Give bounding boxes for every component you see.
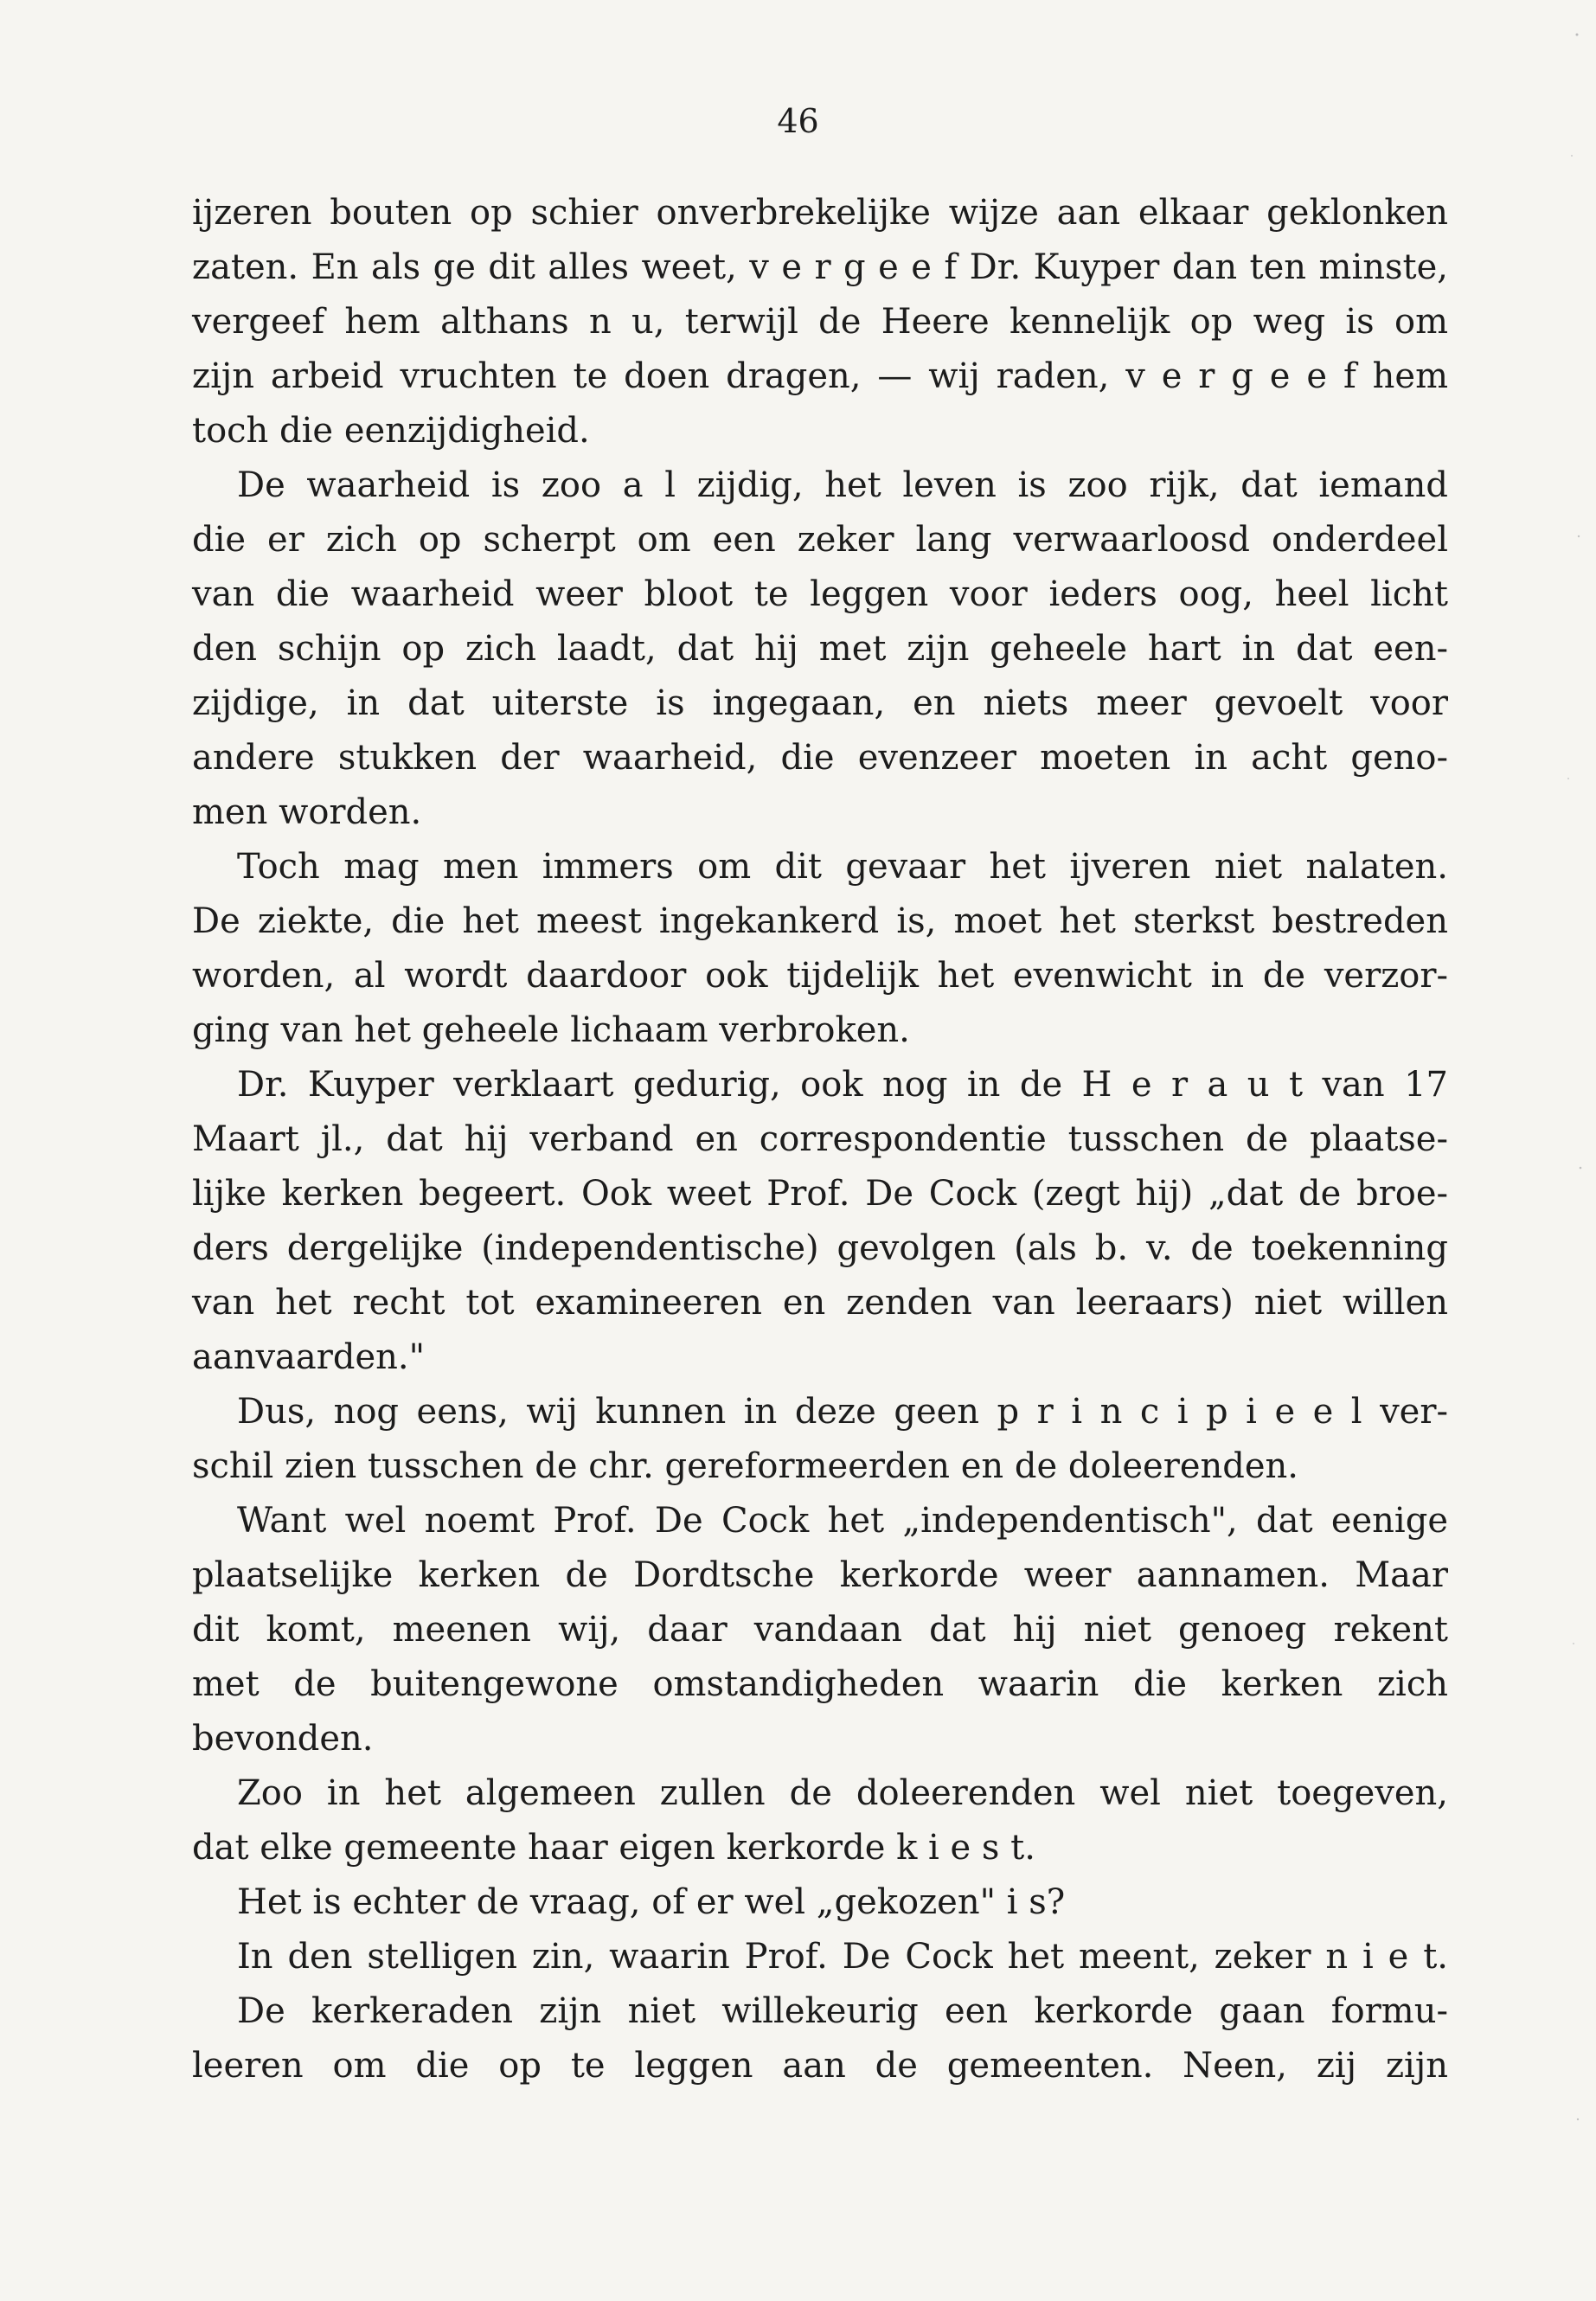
text-line: ijzeren bouten op schier onverbrekelijke wijze aan elkaar geklonken: [192, 193, 1448, 233]
text-line: schil zien tusschen de chr. gereformeerden en de doleerenden.: [192, 1446, 1299, 1486]
text-line: Toch mag men immers om dit gevaar het ijveren niet nalaten.: [237, 847, 1448, 887]
text-line: vergeef hem althans n u, terwijl de Heere kennelijk op weg is om: [192, 302, 1448, 342]
text-line: die er zich op scherpt om een zeker lang verwaarloosd onderdeel: [192, 520, 1448, 560]
text-line: zaten. En als ge dit alles weet, v e r g e e f Dr. Kuyper dan ten minste,: [192, 247, 1448, 287]
text-line: Zoo in het algemeen zullen de doleerenden wel niet toegeven,: [237, 1773, 1448, 1813]
text-line: andere stukken der waarheid, die evenzeer moeten in acht geno-: [192, 738, 1448, 778]
body-text: [192, 186, 1448, 2093]
text-line: plaatselijke kerken de Dordtsche kerkorde weer aannamen. Maar: [192, 1555, 1448, 1595]
page-number: 46: [777, 102, 819, 140]
text-line: zijn arbeid vruchten te doen dragen, — wij raden, v e r g e e f hem: [192, 356, 1448, 396]
text-line: van die waarheid weer bloot te leggen voor ieders oog, heel licht: [192, 574, 1448, 614]
text-line: den schijn op zich laadt, dat hij met zijn geheele hart in dat een-: [192, 629, 1448, 669]
text-line: ders dergelijke (independentische) gevolgen (als b. v. de toekenning: [192, 1228, 1448, 1268]
text-line: worden, al wordt daardoor ook tijdelijk het evenwicht in de verzor-: [192, 956, 1448, 996]
text-line: ging van het geheele lichaam verbroken.: [192, 1010, 910, 1050]
text-line: Dr. Kuyper verklaart gedurig, ook nog in de H e r a u t van 17: [237, 1065, 1448, 1105]
text-line: De waarheid is zoo a l zijdig, het leven is zoo rijk, dat iemand: [237, 465, 1448, 505]
text-line: dat elke gemeente haar eigen kerkorde k i e s t.: [192, 1828, 1035, 1868]
text-line: men worden.: [192, 792, 422, 832]
text-line: aanvaarden.": [192, 1337, 426, 1377]
text-line: Het is echter de vraag, of er wel „gekozen" i s?: [237, 1882, 1066, 1922]
text-line: zijdige, in dat uiterste is ingegaan, en niets meer gevoelt voor: [192, 683, 1448, 723]
text-line: toch die eenzijdigheid.: [192, 411, 590, 451]
text-line: Dus, nog eens, wij kunnen in deze geen p r i n c i p i e e l ver-: [237, 1392, 1448, 1432]
scan-speckles: [1561, 0, 1596, 2301]
text-line: met de buitengewone omstandigheden waarin die kerken zich: [192, 1664, 1448, 1704]
text-line: In den stelligen zin, waarin Prof. De Cock het meent, zeker n i e t.: [237, 1937, 1448, 1977]
text-line: dit komt, meenen wij, daar vandaan dat hij niet genoeg rekent: [192, 1610, 1448, 1650]
text-line: van het recht tot examineeren en zenden van leeraars) niet willen: [192, 1283, 1448, 1323]
text-line: bevonden.: [192, 1719, 374, 1759]
text-line: lijke kerken begeert. Ook weet Prof. De Cock (zegt hij) „dat de broe-: [192, 1174, 1448, 1214]
text-line: leeren om die op te leggen aan de gemeenten. Neen, zij zijn: [192, 2046, 1448, 2086]
text-line: Maart jl., dat hij verband en correspondentie tusschen de plaatse-: [192, 1119, 1448, 1159]
text-line: De ziekte, die het meest ingekankerd is, moet het sterkst bestreden: [192, 901, 1448, 941]
text-line: Want wel noemt Prof. De Cock het „independentisch", dat eenige: [237, 1501, 1448, 1541]
text-line: De kerkeraden zijn niet willekeurig een kerkorde gaan formu-: [237, 1991, 1448, 2031]
